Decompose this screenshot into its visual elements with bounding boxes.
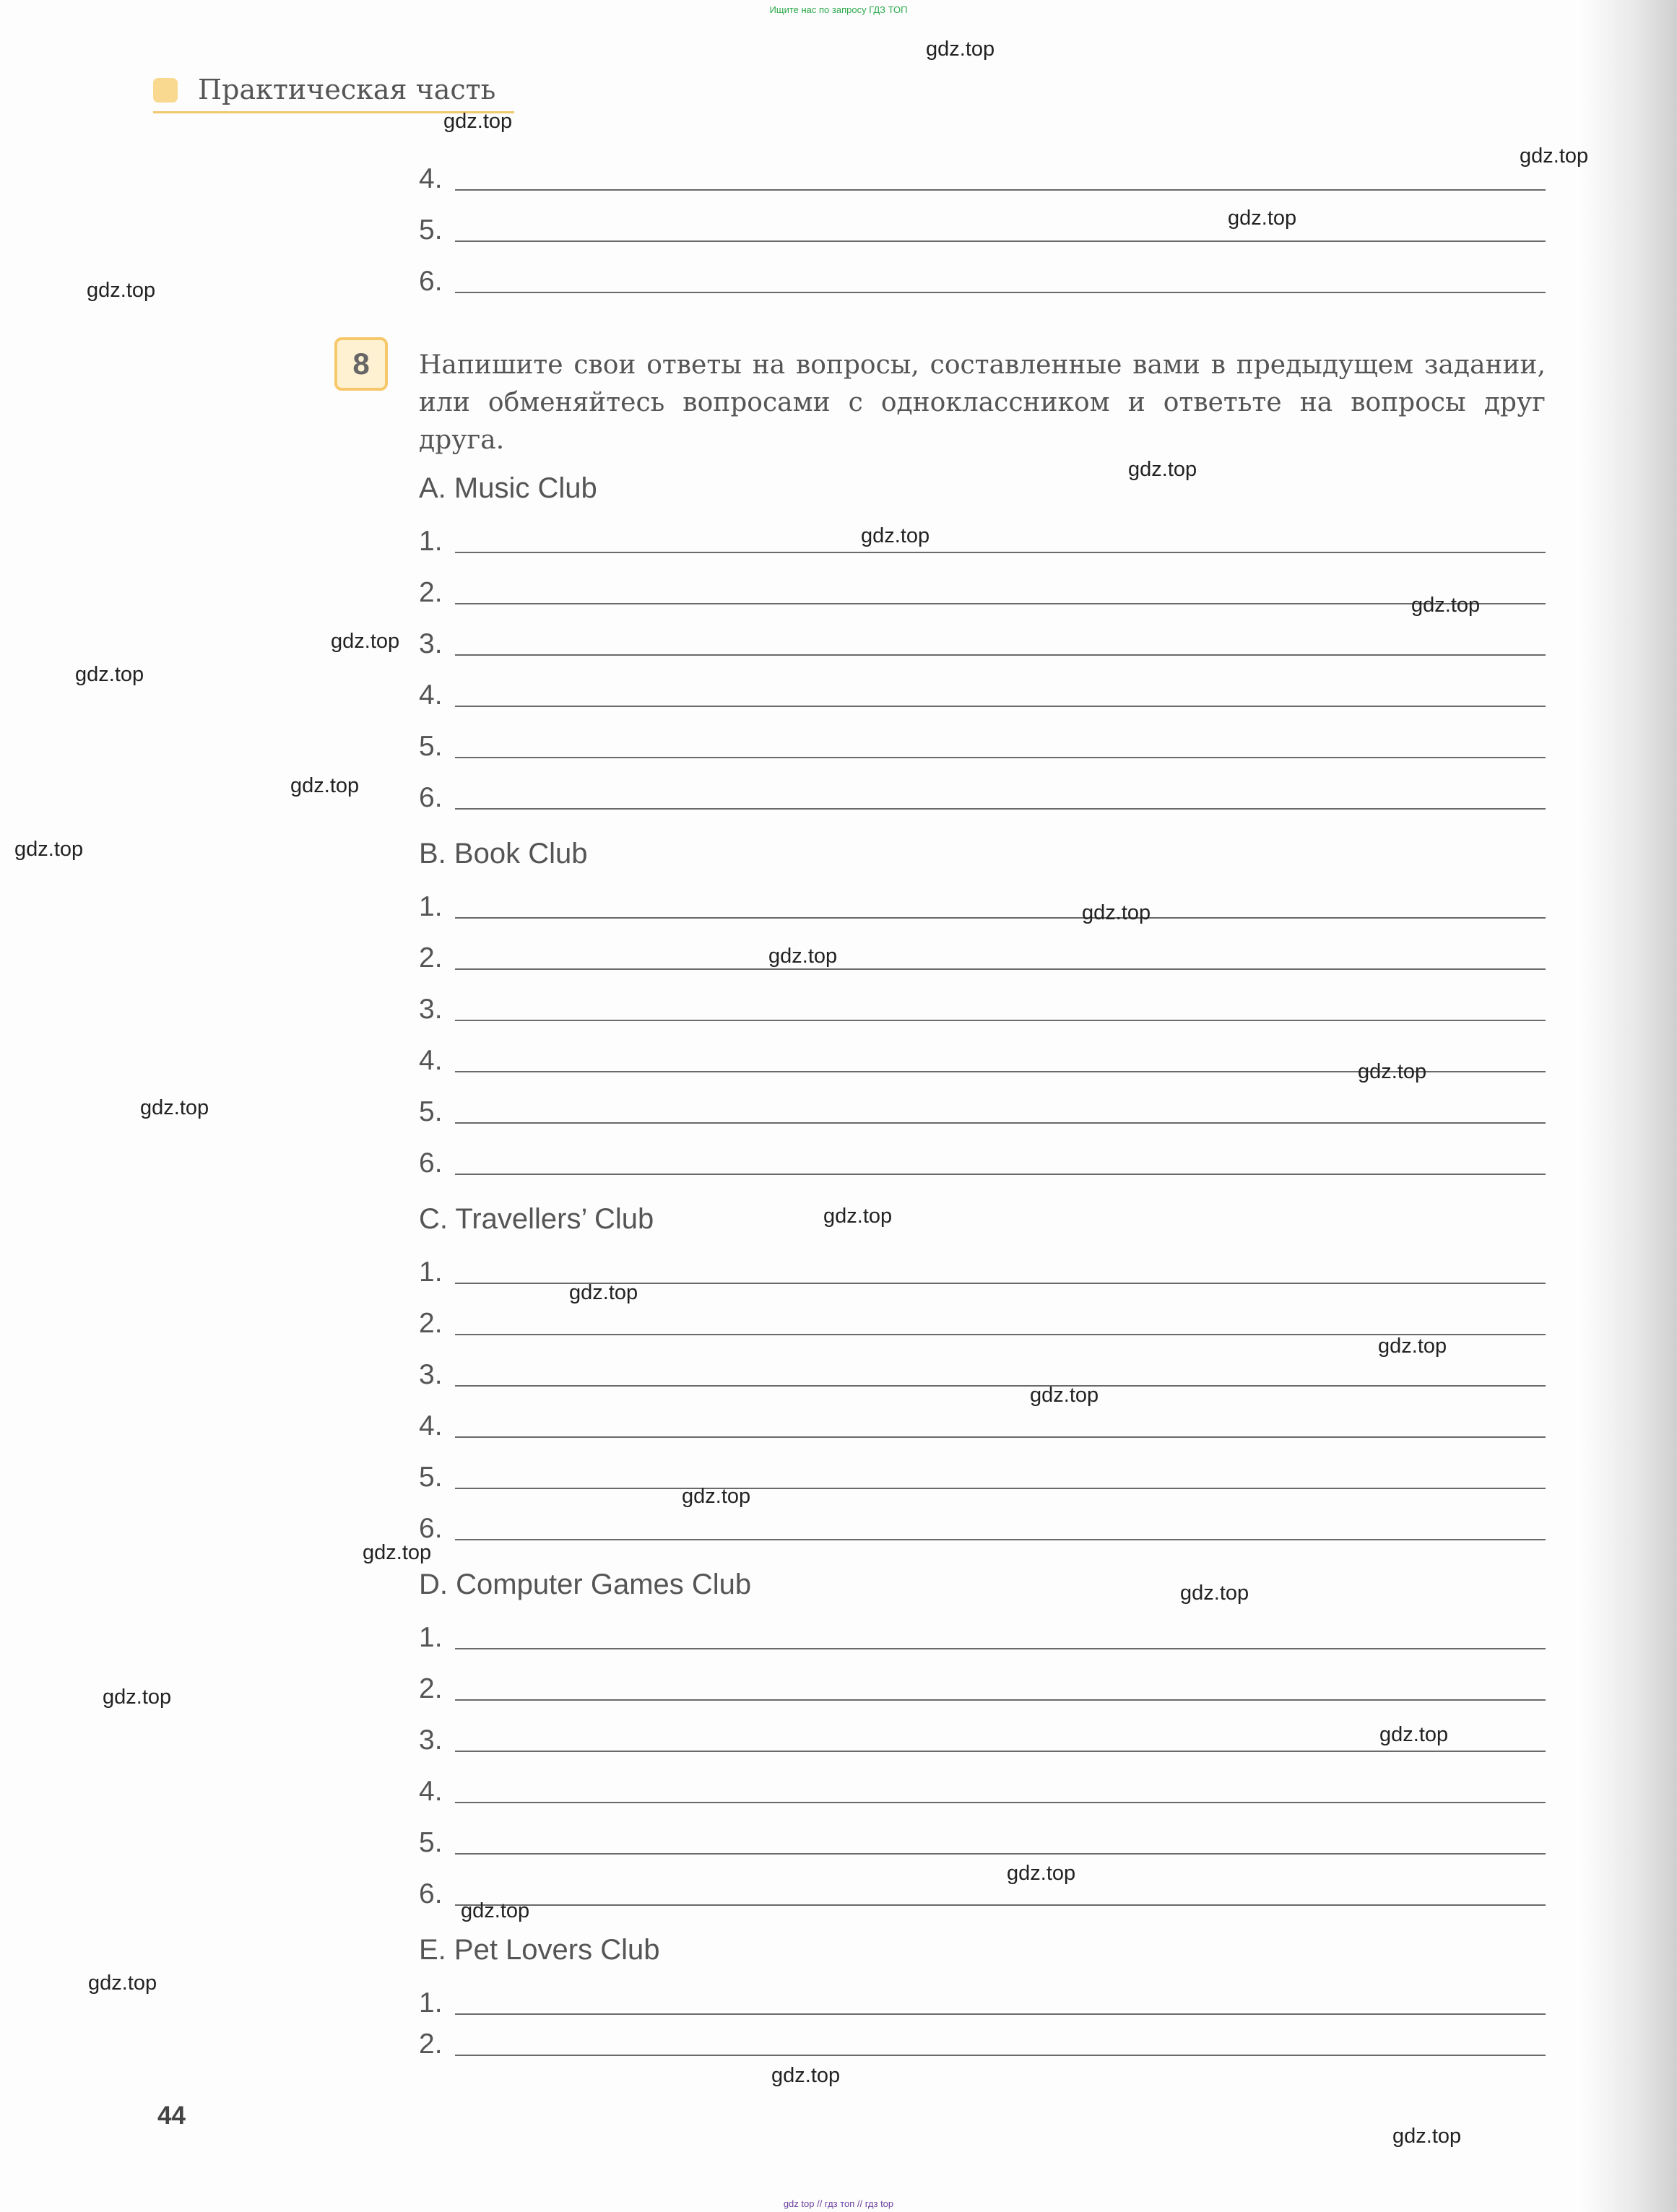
watermark: gdz.top bbox=[1228, 207, 1297, 230]
answer-rule bbox=[455, 603, 1546, 604]
page-number: 44 bbox=[157, 2102, 186, 2130]
watermark: gdz.top bbox=[103, 1686, 172, 1709]
watermark: gdz.top bbox=[140, 1096, 209, 1119]
line-number: 5. bbox=[419, 1827, 443, 1858]
answer-rule bbox=[455, 1122, 1546, 1124]
page-edge-shadow bbox=[1582, 0, 1677, 2212]
answer-rule bbox=[455, 1751, 1546, 1752]
answer-rule bbox=[455, 968, 1546, 970]
line-number: 3. bbox=[419, 1359, 443, 1390]
line-number: 4. bbox=[419, 1410, 443, 1441]
watermark: gdz.top bbox=[569, 1281, 638, 1304]
line-number: 6. bbox=[419, 1148, 443, 1179]
line-number: 5. bbox=[419, 1096, 443, 1127]
answer-line[interactable] bbox=[419, 1816, 1546, 1859]
answer-line[interactable] bbox=[419, 1610, 1546, 1654]
section-title: Практическая часть bbox=[198, 74, 496, 105]
answer-line[interactable] bbox=[419, 1867, 1546, 1910]
line-number: 3. bbox=[419, 994, 443, 1025]
section-marker-icon bbox=[153, 78, 178, 103]
watermark: gdz.top bbox=[87, 279, 156, 302]
answer-line[interactable] bbox=[419, 203, 1546, 246]
line-number: 1. bbox=[419, 891, 443, 922]
answer-rule bbox=[455, 1648, 1546, 1649]
answer-rule bbox=[455, 1020, 1546, 1021]
answer-rule bbox=[455, 1802, 1546, 1803]
line-number: 6. bbox=[419, 1878, 443, 1909]
answer-rule bbox=[455, 240, 1546, 242]
answer-rule bbox=[455, 1174, 1546, 1175]
watermark: gdz.top bbox=[1378, 1335, 1447, 1358]
line-number: 4. bbox=[419, 1045, 443, 1076]
club-title-travellers: C. Travellers’ Club bbox=[419, 1203, 654, 1235]
answer-line[interactable] bbox=[419, 719, 1546, 763]
answer-line[interactable] bbox=[419, 1713, 1546, 1756]
answer-rule bbox=[455, 1539, 1546, 1540]
line-number: 4. bbox=[419, 163, 443, 194]
answer-line[interactable] bbox=[419, 771, 1546, 814]
watermark: gdz.top bbox=[768, 945, 838, 968]
line-number: 5. bbox=[419, 1462, 443, 1493]
answer-line[interactable] bbox=[419, 1501, 1546, 1545]
answer-rule bbox=[455, 1436, 1546, 1438]
line-number: 3. bbox=[419, 1725, 443, 1756]
watermark: gdz.top bbox=[1082, 901, 1151, 924]
watermark: gdz.top bbox=[771, 2064, 841, 2087]
answer-rule bbox=[455, 757, 1546, 758]
line-number: 3. bbox=[419, 628, 443, 659]
answer-line[interactable] bbox=[419, 1348, 1546, 1391]
answer-line[interactable] bbox=[419, 565, 1546, 609]
top-search-note: Ищите нас по запросу ГДЗ ТОП bbox=[769, 4, 908, 15]
line-number: 1. bbox=[419, 1987, 443, 2018]
answer-line[interactable] bbox=[419, 982, 1546, 1025]
line-number: 2. bbox=[419, 2029, 443, 2060]
line-number: 6. bbox=[419, 1513, 443, 1544]
answer-rule bbox=[455, 1699, 1546, 1701]
watermark: gdz.top bbox=[14, 838, 84, 861]
club-title-book: B. Book Club bbox=[419, 838, 588, 869]
club-title-music: A. Music Club bbox=[419, 472, 597, 504]
watermark: gdz.top bbox=[88, 1972, 157, 1995]
answer-line[interactable] bbox=[419, 1085, 1546, 1128]
watermark: gdz.top bbox=[1358, 1060, 1427, 1083]
answer-line[interactable] bbox=[419, 1399, 1546, 1442]
answer-rule bbox=[455, 808, 1546, 810]
answer-rule bbox=[455, 917, 1546, 919]
line-number: 2. bbox=[419, 1308, 443, 1339]
watermark: gdz.top bbox=[926, 38, 995, 61]
answer-line[interactable] bbox=[419, 254, 1546, 298]
watermark: gdz.top bbox=[1180, 1582, 1249, 1605]
answer-line[interactable] bbox=[419, 2017, 1546, 2060]
answer-line[interactable] bbox=[419, 1450, 1546, 1493]
watermark: gdz.top bbox=[1411, 594, 1481, 617]
watermark: gdz.top bbox=[363, 1541, 432, 1564]
watermark: gdz.top bbox=[290, 774, 360, 797]
answer-rule bbox=[455, 1488, 1546, 1489]
answer-line[interactable] bbox=[419, 617, 1546, 660]
club-title-computer-games: D. Computer Games Club bbox=[419, 1569, 752, 1600]
watermark: gdz.top bbox=[75, 663, 144, 686]
answer-line[interactable] bbox=[419, 880, 1546, 923]
answer-line[interactable] bbox=[419, 152, 1546, 195]
watermark: gdz.top bbox=[1007, 1862, 1076, 1885]
watermark: gdz.top bbox=[682, 1485, 751, 1508]
answer-rule bbox=[455, 1385, 1546, 1387]
line-number: 6. bbox=[419, 266, 443, 297]
line-number: 2. bbox=[419, 942, 443, 973]
line-number: 2. bbox=[419, 1673, 443, 1704]
watermark: gdz.top bbox=[1030, 1384, 1099, 1407]
answer-rule bbox=[455, 654, 1546, 656]
watermark: gdz.top bbox=[1128, 458, 1197, 481]
bottom-note: gdz top // гдз топ // гдз top bbox=[783, 2198, 894, 2209]
watermark: gdz.top bbox=[1520, 144, 1589, 168]
answer-line[interactable] bbox=[419, 1764, 1546, 1808]
answer-rule bbox=[455, 1853, 1546, 1855]
line-number: 5. bbox=[419, 731, 443, 762]
line-number: 5. bbox=[419, 214, 443, 246]
watermark: gdz.top bbox=[331, 630, 400, 653]
answer-line[interactable] bbox=[419, 1976, 1546, 2019]
answer-line[interactable] bbox=[419, 668, 1546, 711]
answer-line[interactable] bbox=[419, 1662, 1546, 1705]
line-number: 4. bbox=[419, 1776, 443, 1807]
task-instructions: Напишите свои ответы на вопросы, составленные вами в предыдущем задании, или обменяйтесь вопросами с одноклассником и ответьте на вопросы друг друга. bbox=[419, 350, 1546, 455]
watermark: gdz.top bbox=[443, 110, 513, 133]
line-number: 1. bbox=[419, 1622, 443, 1653]
answer-rule bbox=[455, 2055, 1546, 2056]
watermark: gdz.top bbox=[861, 524, 930, 547]
watermark: gdz.top bbox=[461, 1899, 530, 1922]
answer-line[interactable] bbox=[419, 931, 1546, 974]
answer-rule bbox=[455, 552, 1546, 553]
line-number: 2. bbox=[419, 577, 443, 608]
answer-line[interactable] bbox=[419, 1136, 1546, 1179]
answer-rule bbox=[455, 292, 1546, 293]
answer-rule bbox=[455, 189, 1546, 191]
watermark: gdz.top bbox=[1392, 2125, 1462, 2148]
watermark: gdz.top bbox=[1379, 1723, 1449, 1746]
answer-rule bbox=[455, 706, 1546, 707]
task-number-badge: 8 bbox=[334, 337, 388, 391]
line-number: 6. bbox=[419, 782, 443, 813]
line-number: 4. bbox=[419, 680, 443, 711]
watermark: gdz.top bbox=[823, 1205, 893, 1228]
club-title-pet-lovers: E. Pet Lovers Club bbox=[419, 1934, 660, 1966]
line-number: 1. bbox=[419, 1257, 443, 1288]
answer-rule bbox=[455, 2013, 1546, 2015]
line-number: 1. bbox=[419, 526, 443, 557]
answer-line[interactable] bbox=[419, 514, 1546, 558]
answer-rule bbox=[455, 1904, 1546, 1906]
